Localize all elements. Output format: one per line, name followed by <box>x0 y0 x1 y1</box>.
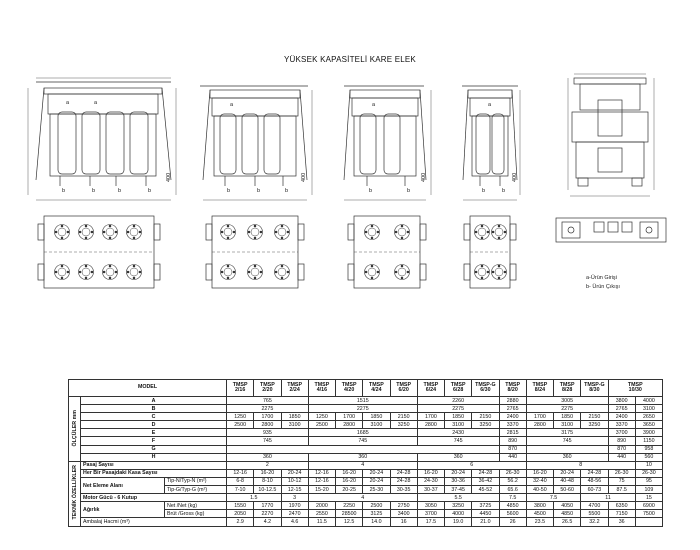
dimension-letter: D <box>81 421 227 429</box>
model-header <box>472 380 499 397</box>
table-row <box>69 518 663 526</box>
dimension-value: 1515 <box>308 397 417 405</box>
per-pass-value: 16-20 <box>254 469 281 477</box>
dimension-value: 2275 <box>308 405 417 413</box>
model-header <box>445 380 472 397</box>
area-g-value: 10-12.5 <box>254 486 281 494</box>
model-size: 6/28 <box>452 387 464 393</box>
plan-view-2 <box>206 216 304 288</box>
dimension-value: 890 <box>608 437 635 445</box>
model-family: TMSP <box>627 381 643 388</box>
volume-value: 36 <box>608 518 635 526</box>
model-size: 6/30 <box>480 387 491 393</box>
mark-b: b <box>369 188 373 194</box>
elevation-view-1 <box>28 78 176 200</box>
table-row <box>69 437 663 445</box>
area-n-value: 12-16 <box>308 477 335 485</box>
dimension-value: 3700 <box>608 429 635 437</box>
volume-value: 21.0 <box>472 518 499 526</box>
table-row <box>69 445 663 453</box>
dimension-value: 1850 <box>445 413 472 421</box>
volume-value: 2.9 <box>227 518 254 526</box>
area-n-value: 6-8 <box>227 477 254 485</box>
volume-value: 23.5 <box>526 518 553 526</box>
dimension-value: 1250 <box>227 413 254 421</box>
dimension-value: 958 <box>635 445 662 453</box>
model-label: MODEL <box>69 380 227 397</box>
dimension-value: 3370 <box>608 421 635 429</box>
weight-net-value: 3050 <box>417 502 444 510</box>
volume-value: 4.2 <box>254 518 281 526</box>
area-g-value: 50-60 <box>554 486 581 494</box>
dimension-value: 2400 <box>499 413 526 421</box>
model-family: TMSP-G <box>475 381 496 388</box>
per-pass-value: 12-16 <box>308 469 335 477</box>
dimension-value: 935 <box>227 429 309 437</box>
volume-value: 16 <box>390 518 417 526</box>
area-n-value: 24-28 <box>390 477 417 485</box>
per-pass-value: 16-20 <box>526 469 553 477</box>
dimension-value: 1150 <box>635 437 662 445</box>
per-pass-value: 12-16 <box>227 469 254 477</box>
passes-value: 10 <box>635 461 662 469</box>
model-header <box>499 380 526 397</box>
model-size: 4/20 <box>343 387 355 393</box>
per-pass-label: Her Bir Pasajdaki Kasa Sayısı <box>81 469 227 477</box>
motor-value: 7.5 <box>526 494 581 502</box>
dimension-value: 2500 <box>227 421 254 429</box>
dimension-value: 870 <box>499 445 526 453</box>
area-n-value: 95 <box>635 477 662 485</box>
dimension-letter: F <box>81 437 227 445</box>
weight-net-value: 1770 <box>254 502 281 510</box>
weight-net-value: 6350 <box>608 502 635 510</box>
weight-gross-value: 2470 <box>281 510 308 518</box>
model-family: TMSP <box>232 381 248 388</box>
dimension-value: 3175 <box>526 429 608 437</box>
passes-value: 2 <box>227 461 309 469</box>
per-pass-value: 24-28 <box>472 469 499 477</box>
dimension-value: 870 <box>608 445 635 453</box>
dimension-value <box>526 445 608 453</box>
weight-net-value: 3250 <box>445 502 472 510</box>
weight-gross-value: 28500 <box>336 510 363 518</box>
group-dimensions <box>69 397 81 462</box>
model-size: 6/24 <box>425 387 437 393</box>
model-family: TMSP <box>314 381 330 388</box>
volume-label: Ambalaj Hacmi (m³) <box>81 518 227 526</box>
model-family: TMSP <box>450 381 466 388</box>
legend-inlet: a-Ürün Girişi <box>586 275 617 281</box>
model-size: 8/28 <box>561 387 573 393</box>
dimension-value: 2260 <box>417 397 499 405</box>
table-row <box>69 429 663 437</box>
model-header <box>363 380 390 397</box>
weight-gross-value: 2270 <box>254 510 281 518</box>
model-size: 8/24 <box>534 387 546 393</box>
model-family: TMSP <box>505 381 520 388</box>
dimension-value: 3250 <box>581 421 608 429</box>
weight-gross-value: 3700 <box>417 510 444 518</box>
dimension-value: 1250 <box>308 413 335 421</box>
volume-value: 32.2 <box>581 518 608 526</box>
mark-a: a <box>94 100 98 106</box>
dimension-value: 440 <box>608 453 635 461</box>
dimension-400: 400 <box>512 172 518 182</box>
dimension-value: 2275 <box>417 405 499 413</box>
area-n-value: 8-10 <box>254 477 281 485</box>
dimension-value: 3005 <box>526 397 608 405</box>
model-size: 4/16 <box>316 387 328 393</box>
table-row <box>69 477 663 485</box>
area-n-value: 75 <box>608 477 635 485</box>
per-pass-value: 16-20 <box>417 469 444 477</box>
per-pass-value: 20-24 <box>554 469 581 477</box>
area-n-label: Tip-N/Typ-N (m²) <box>165 477 227 485</box>
dimension-value: 1700 <box>336 413 363 421</box>
table-row <box>69 405 663 413</box>
motor-value: 7.5 <box>499 494 526 502</box>
table-header-row <box>69 380 663 397</box>
dimension-value: 3370 <box>499 421 526 429</box>
dimension-value: 3900 <box>635 429 662 437</box>
dimension-value: 3650 <box>635 421 662 429</box>
weight-gross-value: 5600 <box>499 510 526 518</box>
model-header <box>227 380 254 397</box>
dimension-value: 2765 <box>499 405 526 413</box>
dimension-value: 560 <box>635 453 662 461</box>
specification-table <box>68 379 663 527</box>
mark-b: b <box>257 188 261 194</box>
group-dimensions-label: ÖLÇÜLER mm <box>71 409 78 447</box>
dimension-value: 3100 <box>281 421 308 429</box>
weight-net-value: 1970 <box>281 502 308 510</box>
motor-value: 15 <box>635 494 662 502</box>
mark-b: b <box>62 188 66 194</box>
side-elevation-view <box>568 74 654 196</box>
weight-gross-value: 7150 <box>608 510 635 518</box>
table-row <box>69 453 663 461</box>
motor-value: 3 <box>281 494 308 502</box>
dimension-value: 890 <box>499 437 526 445</box>
area-g-value: 15-20 <box>308 486 335 494</box>
per-pass-value: 20-24 <box>363 469 390 477</box>
dimension-letter: G <box>81 445 227 453</box>
area-n-value: 16-20 <box>336 477 363 485</box>
model-family: TMSP <box>287 381 302 388</box>
model-size: 4/24 <box>371 387 382 393</box>
weight-gross-value: 4500 <box>526 510 553 518</box>
per-pass-value: 26-30 <box>608 469 635 477</box>
model-size: 6/20 <box>398 387 409 393</box>
mark-a: a <box>230 102 234 108</box>
model-header <box>526 380 553 397</box>
per-pass-value: 24-28 <box>581 469 608 477</box>
area-n-value: 30-36 <box>445 477 472 485</box>
plan-view-4 <box>464 216 516 288</box>
table-row <box>69 461 663 469</box>
area-n-value: 56.2 <box>499 477 526 485</box>
weight-gross-value: 7500 <box>635 510 662 518</box>
volume-value: 12.5 <box>336 518 363 526</box>
motor-value: 11 <box>581 494 636 502</box>
weight-net-value: 6900 <box>635 502 662 510</box>
model-size: 8/30 <box>589 387 600 393</box>
area-n-value: 36-42 <box>472 477 499 485</box>
dimension-value: 360 <box>308 453 417 461</box>
passes-label: Pasaj Sayısı <box>81 461 227 469</box>
area-label: Net Eleme Alanı <box>81 477 165 493</box>
dimension-value: 745 <box>308 437 417 445</box>
motor-value: 4 <box>308 494 417 502</box>
dimension-value: 2815 <box>499 429 526 437</box>
weight-net-label: Net /Net (kg) <box>165 502 227 510</box>
per-pass-value: 26-30 <box>499 469 526 477</box>
weight-gross-value: 4850 <box>554 510 581 518</box>
dimension-value: 360 <box>417 453 499 461</box>
area-g-label: Tip-G/Typ-G (m²) <box>165 486 227 494</box>
weight-gross-value: 4450 <box>472 510 499 518</box>
dimension-value: 2150 <box>472 413 499 421</box>
dimension-letter: H <box>81 453 227 461</box>
per-pass-value: 26-30 <box>635 469 662 477</box>
group-technical <box>69 461 81 526</box>
dimension-letter: C <box>81 413 227 421</box>
table-row <box>69 397 663 405</box>
model-family: TMSP-G <box>584 381 605 388</box>
weight-gross-value: 4000 <box>445 510 472 518</box>
dimension-value: 360 <box>227 453 309 461</box>
area-g-value: 30-35 <box>390 486 417 494</box>
dimension-value: 1850 <box>281 413 308 421</box>
volume-value: 17.5 <box>417 518 444 526</box>
dimension-value: 1700 <box>254 413 281 421</box>
weight-gross-label: Brüt /Gross (kg) <box>165 510 227 518</box>
dimension-value: 745 <box>417 437 499 445</box>
area-g-value: 37-45 <box>445 486 472 494</box>
area-g-value: 65.6 <box>499 486 526 494</box>
table-row <box>69 421 663 429</box>
area-n-value: 10-12 <box>281 477 308 485</box>
dimension-value: 3250 <box>472 421 499 429</box>
table-row <box>69 413 663 421</box>
weight-net-value: 4850 <box>499 502 526 510</box>
model-size: 2/16 <box>234 387 246 393</box>
weight-net-value: 2500 <box>363 502 390 510</box>
legend-outlet: b- Ürün Çıkışı <box>586 284 620 290</box>
model-header <box>554 380 581 397</box>
group-technical-label: TEKNİK ÖZELLİKLER <box>71 465 78 520</box>
weight-label: Ağırlık <box>81 502 165 518</box>
elevation-view-3 <box>344 86 431 200</box>
model-size: 2/24 <box>289 387 300 393</box>
dimension-value: 4000 <box>635 397 662 405</box>
weight-gross-value: 2050 <box>227 510 254 518</box>
model-header <box>254 380 281 397</box>
dimension-value: 1700 <box>526 413 553 421</box>
model-header <box>336 380 363 397</box>
mark-b: b <box>92 188 96 194</box>
dimension-value: 2150 <box>390 413 417 421</box>
plan-view-3 <box>348 216 426 288</box>
mark-b: b <box>502 188 506 194</box>
area-g-value: 30-37 <box>417 486 444 494</box>
area-g-value: 12-15 <box>281 486 308 494</box>
per-pass-value: 20-24 <box>281 469 308 477</box>
volume-value: 14.0 <box>363 518 390 526</box>
dimension-value: 2430 <box>417 429 499 437</box>
dimension-value: 3100 <box>363 421 390 429</box>
mark-b: b <box>285 188 289 194</box>
model-header <box>417 380 444 397</box>
dimension-value: 2275 <box>526 405 608 413</box>
dimension-400: 400 <box>166 172 172 182</box>
volume-value: 19.0 <box>445 518 472 526</box>
dimension-value: 2765 <box>608 405 635 413</box>
model-size: 2/20 <box>262 387 273 393</box>
dimension-letter: B <box>81 405 227 413</box>
dimension-value: 2800 <box>417 421 444 429</box>
dimension-value: 3100 <box>635 405 662 413</box>
mark-a: a <box>66 100 70 106</box>
mark-b: b <box>482 188 486 194</box>
dimension-value: 2800 <box>254 421 281 429</box>
model-family: TMSP <box>369 381 384 388</box>
area-n-value: 40-48 <box>554 477 581 485</box>
dimension-value: 3250 <box>390 421 417 429</box>
weight-net-value: 2750 <box>390 502 417 510</box>
dimension-letter: E <box>81 429 227 437</box>
model-header <box>390 380 417 397</box>
weight-net-value: 2250 <box>336 502 363 510</box>
table-row <box>69 494 663 502</box>
model-header <box>581 380 608 397</box>
mark-b: b <box>118 188 122 194</box>
weight-gross-value: 2550 <box>308 510 335 518</box>
model-header <box>281 380 308 397</box>
model-family: TMSP <box>396 381 411 388</box>
dimension-value: 765 <box>227 397 309 405</box>
page-title: YÜKSEK KAPASİTELİ KARE ELEK <box>284 55 416 64</box>
area-g-value: 40-50 <box>526 486 553 494</box>
table-row <box>69 469 663 477</box>
per-pass-value: 20-24 <box>445 469 472 477</box>
dimension-400: 400 <box>301 172 307 182</box>
model-header <box>608 380 663 397</box>
motor-label: Motor Gücü - 6 Kutup <box>81 494 227 502</box>
per-pass-value: 24-28 <box>390 469 417 477</box>
dimension-value: 745 <box>526 437 608 445</box>
dimension-value: 745 <box>227 437 309 445</box>
area-g-value: 7-10 <box>227 486 254 494</box>
mark-a: a <box>488 102 492 108</box>
passes-value: 6 <box>417 461 526 469</box>
side-plan-view <box>556 218 666 242</box>
weight-gross-value: 3400 <box>390 510 417 518</box>
dimension-value: 2800 <box>336 421 363 429</box>
dimension-value: 1700 <box>417 413 444 421</box>
dimension-value: 1850 <box>554 413 581 421</box>
dimension-value: 3800 <box>608 397 635 405</box>
elevation-view-2 <box>200 86 312 200</box>
dimension-value: 2800 <box>526 421 553 429</box>
dimension-value: 1685 <box>308 429 417 437</box>
passes-value: 8 <box>526 461 635 469</box>
per-pass-value: 16-20 <box>336 469 363 477</box>
volume-value: 11.5 <box>308 518 335 526</box>
volume-value: 26 <box>499 518 526 526</box>
dimension-value: 2500 <box>308 421 335 429</box>
volume-value: 4.6 <box>281 518 308 526</box>
area-n-value: 24-30 <box>417 477 444 485</box>
model-family: TMSP <box>341 381 357 388</box>
dimension-value: 3100 <box>554 421 581 429</box>
area-g-value: 45-52 <box>472 486 499 494</box>
dimension-value: 2150 <box>581 413 608 421</box>
area-g-value: 109 <box>635 486 662 494</box>
dimension-value: 3100 <box>445 421 472 429</box>
model-family: TMSP <box>532 381 548 388</box>
volume-value <box>635 518 662 526</box>
motor-value: 5.5 <box>417 494 499 502</box>
table-row <box>69 502 663 510</box>
mark-a: a <box>372 102 376 108</box>
model-family: TMSP <box>260 381 275 388</box>
model-size: 8/20 <box>507 387 518 393</box>
dimension-value <box>227 445 500 453</box>
dimension-value: 2275 <box>227 405 309 413</box>
motor-value: 1.5 <box>227 494 282 502</box>
dimension-value: 360 <box>526 453 608 461</box>
area-g-value: 60-73 <box>581 486 608 494</box>
dimension-value: 2880 <box>499 397 526 405</box>
weight-net-value: 4050 <box>554 502 581 510</box>
dimension-value: 2650 <box>635 413 662 421</box>
plan-view-1 <box>38 216 160 288</box>
dimension-value: 1850 <box>363 413 390 421</box>
area-g-value: 20-25 <box>336 486 363 494</box>
mark-b: b <box>148 188 152 194</box>
dimension-value: 2400 <box>608 413 635 421</box>
weight-net-value: 1550 <box>227 502 254 510</box>
model-size: 10/30 <box>628 387 642 393</box>
weight-net-value: 2000 <box>308 502 335 510</box>
weight-gross-value: 3125 <box>363 510 390 518</box>
passes-value: 4 <box>308 461 417 469</box>
model-family: TMSP <box>559 381 575 388</box>
weight-net-value: 4700 <box>581 502 608 510</box>
dimension-400: 400 <box>421 172 427 182</box>
dimension-value: 440 <box>499 453 526 461</box>
dimension-letter: A <box>81 397 227 405</box>
weight-gross-value: 5500 <box>581 510 608 518</box>
area-n-value: 48-56 <box>581 477 608 485</box>
mark-b: b <box>407 188 411 194</box>
area-n-value: 20-24 <box>363 477 390 485</box>
mark-b: b <box>227 188 231 194</box>
weight-net-value: 3800 <box>526 502 553 510</box>
model-header <box>308 380 335 397</box>
area-g-value: 87.5 <box>608 486 635 494</box>
area-n-value: 32-40 <box>526 477 553 485</box>
area-g-value: 25-30 <box>363 486 390 494</box>
model-family: TMSP <box>423 381 439 388</box>
volume-value: 26.5 <box>554 518 581 526</box>
weight-net-value: 3725 <box>472 502 499 510</box>
